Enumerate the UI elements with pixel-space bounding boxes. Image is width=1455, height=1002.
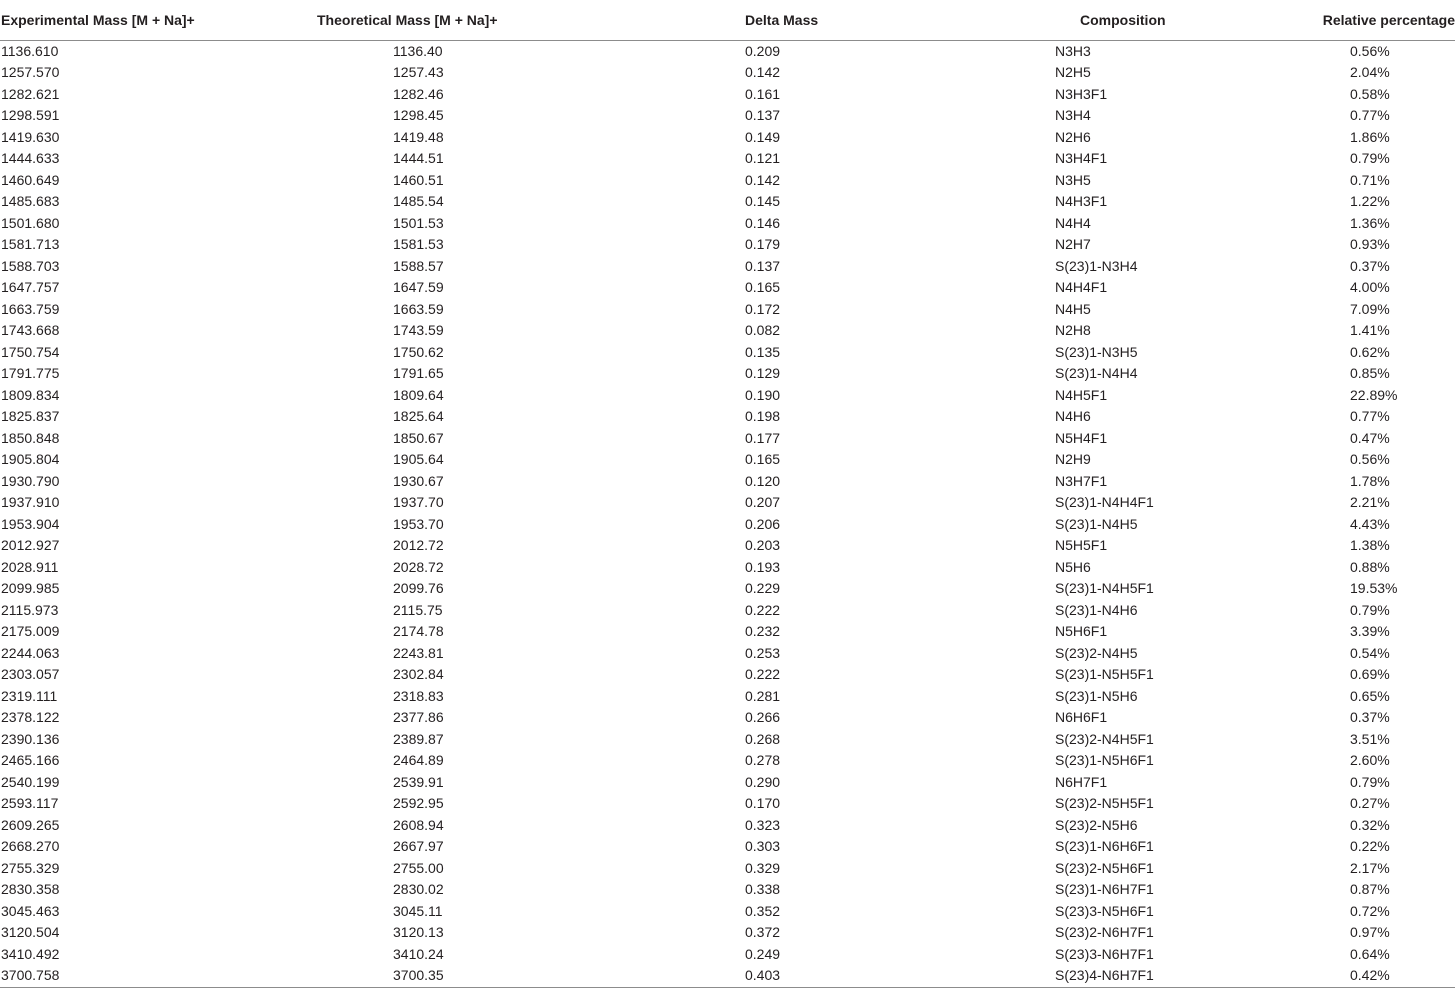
header-relative-percentage: Relative percentage (1265, 0, 1455, 40)
cell-theoretical-mass: 1501.53 (393, 214, 444, 231)
cell-experimental-mass: 1937.910 (1, 494, 60, 510)
cell-delta-mass: 0.129 (745, 365, 781, 381)
cell-relative-percentage: 0.64% (1350, 945, 1390, 962)
cell-theoretical-mass: 1905.64 (393, 451, 444, 467)
cell-experimental-mass: 1444.633 (1, 150, 60, 166)
cell-delta-mass: 0.266 (745, 709, 781, 725)
cell-delta-mass: 0.222 (745, 601, 781, 618)
cell-relative-percentage: 0.85% (1350, 365, 1390, 381)
cell-experimental-mass: 3410.492 (1, 945, 60, 962)
cell-composition: N5H4F1 (1055, 429, 1108, 446)
cell-relative-percentage: 0.56% (1350, 451, 1390, 467)
cell-delta-mass: 0.323 (745, 816, 781, 833)
cell-experimental-mass: 1588.703 (1, 257, 60, 274)
cell-experimental-mass: 1419.630 (1, 128, 60, 145)
cell-composition: S(23)1-N5H5F1 (1055, 666, 1154, 682)
cell-relative-percentage: 2.04% (1350, 64, 1390, 80)
cell-experimental-mass: 1850.848 (1, 429, 60, 446)
cell-delta-mass: 0.172 (745, 300, 781, 317)
table-row (0, 557, 1455, 579)
cell-delta-mass: 0.146 (745, 214, 781, 231)
cell-composition: N6H7F1 (1055, 773, 1108, 790)
cell-composition: N4H5F1 (1055, 386, 1108, 403)
cell-delta-mass: 0.329 (745, 859, 781, 876)
table-row (0, 858, 1455, 880)
cell-composition: N5H6 (1055, 558, 1091, 575)
cell-theoretical-mass: 1937.70 (393, 494, 444, 510)
cell-relative-percentage: 0.58% (1350, 85, 1390, 102)
header-theoretical-mass: Theoretical Mass [M + Na]+ (191, 0, 607, 40)
cell-delta-mass: 0.170 (745, 795, 781, 811)
cell-relative-percentage: 4.43% (1350, 515, 1390, 532)
cell-theoretical-mass: 2539.91 (393, 773, 444, 790)
cell-delta-mass: 0.198 (745, 408, 781, 424)
cell-theoretical-mass: 1953.70 (393, 515, 444, 532)
cell-composition: N3H3F1 (1055, 85, 1108, 102)
cell-theoretical-mass: 1743.59 (393, 322, 444, 338)
table-row (0, 772, 1455, 794)
cell-experimental-mass: 1501.680 (1, 214, 60, 231)
cell-theoretical-mass: 1588.57 (393, 257, 444, 274)
cell-relative-percentage: 0.65% (1350, 687, 1390, 704)
cell-experimental-mass: 2303.057 (1, 666, 60, 682)
cell-composition: S(23)3-N5H6F1 (1055, 902, 1154, 919)
cell-relative-percentage: 1.22% (1350, 193, 1390, 209)
table-row (0, 944, 1455, 966)
cell-experimental-mass: 1298.591 (1, 107, 60, 123)
cell-delta-mass: 0.193 (745, 558, 781, 575)
cell-composition: N4H6 (1055, 408, 1091, 424)
cell-theoretical-mass: 1419.48 (393, 128, 444, 145)
cell-composition: S(23)2-N4H5 (1055, 644, 1138, 661)
cell-theoretical-mass: 2592.95 (393, 795, 444, 811)
cell-composition: S(23)1-N4H6 (1055, 601, 1138, 618)
table-row (0, 385, 1455, 407)
cell-delta-mass: 0.121 (745, 150, 781, 166)
cell-theoretical-mass: 1809.64 (393, 386, 444, 403)
cell-relative-percentage: 0.93% (1350, 236, 1390, 252)
cell-composition: S(23)2-N5H6 (1055, 816, 1138, 833)
cell-composition: S(23)1-N6H6F1 (1055, 838, 1154, 854)
cell-theoretical-mass: 2099.76 (393, 580, 444, 596)
cell-relative-percentage: 0.71% (1350, 171, 1390, 188)
cell-delta-mass: 0.190 (745, 386, 781, 403)
cell-composition: N2H8 (1055, 322, 1091, 338)
cell-composition: S(23)2-N5H5F1 (1055, 795, 1154, 811)
cell-theoretical-mass: 1282.46 (393, 85, 444, 102)
cell-relative-percentage: 1.78% (1350, 472, 1390, 489)
cell-delta-mass: 0.142 (745, 171, 781, 188)
cell-experimental-mass: 1663.759 (1, 300, 60, 317)
cell-experimental-mass: 2830.358 (1, 881, 60, 897)
table-row (0, 170, 1455, 192)
cell-relative-percentage: 0.77% (1350, 408, 1390, 424)
cell-experimental-mass: 1282.621 (1, 85, 60, 102)
cell-relative-percentage: 0.37% (1350, 257, 1390, 274)
cell-relative-percentage: 3.51% (1350, 730, 1390, 747)
cell-composition: N3H4 (1055, 107, 1091, 123)
cell-delta-mass: 0.177 (745, 429, 781, 446)
table-row (0, 836, 1455, 858)
table-row (0, 514, 1455, 536)
cell-experimental-mass: 3700.758 (0, 965, 191, 987)
cell-theoretical-mass: 2667.97 (393, 838, 444, 854)
table-row (0, 320, 1455, 342)
cell-delta-mass: 0.209 (745, 42, 781, 59)
header-composition: Composition (1035, 0, 1265, 40)
table-row (0, 578, 1455, 600)
cell-theoretical-mass: 2318.83 (393, 687, 444, 704)
cell-delta-mass: 0.207 (745, 494, 781, 510)
cell-experimental-mass: 2609.265 (1, 816, 60, 833)
cell-composition: S(23)1-N4H4 (1055, 365, 1138, 381)
cell-theoretical-mass: 1485.54 (393, 193, 444, 209)
cell-experimental-mass: 1750.754 (1, 343, 60, 360)
cell-relative-percentage: 0.97% (1350, 924, 1390, 940)
table-row (0, 729, 1455, 751)
cell-composition: S(23)2-N5H6F1 (1055, 859, 1154, 876)
cell-composition: N2H9 (1055, 451, 1091, 467)
table-body (0, 40, 1455, 987)
table-row (0, 363, 1455, 385)
table-row (0, 471, 1455, 493)
cell-experimental-mass: 2593.117 (1, 795, 59, 811)
cell-relative-percentage: 0.22% (1350, 838, 1390, 854)
table-row (0, 922, 1455, 944)
cell-theoretical-mass: 1663.59 (393, 300, 444, 317)
cell-experimental-mass: 1825.837 (1, 408, 60, 424)
cell-relative-percentage: 0.88% (1350, 558, 1390, 575)
cell-experimental-mass: 1930.790 (1, 472, 60, 489)
table-row (0, 664, 1455, 686)
table-row (0, 686, 1455, 708)
cell-experimental-mass: 1460.649 (1, 171, 60, 188)
cell-theoretical-mass: 1647.59 (393, 279, 444, 295)
cell-composition: N4H3F1 (1055, 193, 1108, 209)
table-row (0, 277, 1455, 299)
cell-theoretical-mass: 2012.72 (393, 537, 444, 553)
cell-relative-percentage: 0.27% (1350, 795, 1390, 811)
cell-experimental-mass: 2755.329 (1, 859, 60, 876)
cell-delta-mass: 0.249 (745, 945, 781, 962)
cell-composition: S(23)1-N4H5 (1055, 515, 1138, 532)
cell-theoretical-mass: 1298.45 (393, 107, 444, 123)
cell-experimental-mass: 1905.804 (1, 451, 60, 467)
cell-delta-mass: 0.222 (745, 666, 781, 682)
cell-relative-percentage: 0.69% (1350, 666, 1390, 682)
cell-theoretical-mass: 1930.67 (393, 472, 444, 489)
cell-theoretical-mass: 1750.62 (393, 343, 444, 360)
cell-theoretical-mass: 3045.11 (393, 902, 443, 919)
cell-composition: N6H6F1 (1055, 709, 1108, 725)
cell-experimental-mass: 1809.834 (1, 386, 60, 403)
cell-composition: N2H7 (1055, 236, 1091, 252)
cell-relative-percentage: 0.79% (1350, 773, 1390, 790)
cell-theoretical-mass: 2755.00 (393, 859, 444, 876)
cell-experimental-mass: 1647.757 (1, 279, 60, 295)
table-row (0, 879, 1455, 901)
table-row (0, 901, 1455, 923)
header-row (0, 0, 1455, 40)
header-delta-mass: Delta Mass (607, 0, 1035, 40)
cell-theoretical-mass: 2028.72 (393, 558, 444, 575)
cell-theoretical-mass: 2389.87 (393, 730, 444, 747)
table-row (0, 148, 1455, 170)
cell-delta-mass: 0.120 (745, 472, 781, 489)
cell-relative-percentage: 0.79% (1350, 150, 1390, 166)
cell-composition: N3H7F1 (1055, 472, 1108, 489)
cell-relative-percentage: 22.89% (1350, 386, 1398, 403)
cell-relative-percentage: 3.39% (1350, 623, 1390, 639)
cell-composition: N2H5 (1055, 64, 1091, 80)
table-row (0, 299, 1455, 321)
cell-composition: S(23)1-N4H4F1 (1055, 494, 1154, 510)
cell-experimental-mass: 2319.111 (1, 687, 58, 704)
table-row (0, 707, 1455, 729)
cell-delta-mass: 0.229 (745, 580, 781, 596)
table-header (0, 0, 1455, 40)
cell-theoretical-mass: 2243.81 (393, 644, 444, 661)
cell-relative-percentage: 0.62% (1350, 343, 1390, 360)
cell-experimental-mass: 2099.985 (1, 580, 60, 596)
table-row (0, 256, 1455, 278)
cell-delta-mass: 0.135 (745, 343, 781, 360)
cell-experimental-mass: 2175.009 (1, 623, 60, 639)
cell-experimental-mass: 2390.136 (1, 730, 60, 747)
header-experimental-mass: Experimental Mass [M + Na]+ (0, 0, 191, 40)
cell-delta-mass: 0.179 (745, 236, 781, 252)
cell-experimental-mass: 2028.911 (1, 558, 59, 575)
cell-relative-percentage: 0.47% (1350, 429, 1390, 446)
cell-theoretical-mass: 2302.84 (393, 666, 444, 682)
cell-delta-mass: 0.149 (745, 128, 781, 145)
cell-experimental-mass: 1791.775 (1, 365, 60, 381)
cell-relative-percentage: 0.79% (1350, 601, 1390, 618)
cell-composition: S(23)1-N3H4 (1055, 257, 1138, 274)
cell-experimental-mass: 2244.063 (1, 644, 60, 661)
table-row (0, 191, 1455, 213)
cell-delta-mass: 0.281 (745, 687, 781, 704)
cell-relative-percentage: 0.42% (1265, 965, 1455, 987)
cell-experimental-mass: 2115.973 (1, 601, 59, 618)
table-row (0, 621, 1455, 643)
cell-experimental-mass: 1485.683 (1, 193, 60, 209)
cell-experimental-mass: 1136.610 (1, 42, 59, 59)
cell-relative-percentage: 4.00% (1350, 279, 1390, 295)
cell-relative-percentage: 2.60% (1350, 752, 1390, 768)
cell-relative-percentage: 0.37% (1350, 709, 1390, 725)
cell-delta-mass: 0.253 (745, 644, 781, 661)
cell-experimental-mass: 2378.122 (1, 709, 60, 725)
cell-delta-mass: 0.372 (745, 924, 781, 940)
cell-delta-mass: 0.268 (745, 730, 781, 747)
table-row (0, 815, 1455, 837)
cell-composition: S(23)2-N6H7F1 (1055, 924, 1154, 940)
cell-theoretical-mass: 1460.51 (393, 171, 444, 188)
table-row (0, 750, 1455, 772)
table-row (0, 643, 1455, 665)
cell-composition: S(23)1-N5H6F1 (1055, 752, 1154, 768)
cell-relative-percentage: 2.21% (1350, 494, 1390, 510)
cell-experimental-mass: 1257.570 (1, 64, 60, 80)
cell-relative-percentage: 0.87% (1350, 881, 1390, 897)
cell-relative-percentage: 1.86% (1350, 128, 1390, 145)
cell-theoretical-mass: 3120.13 (393, 924, 444, 940)
cell-relative-percentage: 1.41% (1350, 322, 1390, 338)
cell-experimental-mass: 2012.927 (1, 537, 60, 553)
table-row (0, 105, 1455, 127)
table-row (0, 600, 1455, 622)
cell-delta-mass: 0.145 (745, 193, 781, 209)
cell-relative-percentage: 0.56% (1350, 42, 1390, 59)
table-row (0, 535, 1455, 557)
cell-composition: S(23)3-N6H7F1 (1055, 945, 1154, 962)
cell-relative-percentage: 0.54% (1350, 644, 1390, 661)
cell-relative-percentage: 1.38% (1350, 537, 1390, 553)
cell-experimental-mass: 3045.463 (1, 902, 60, 919)
cell-theoretical-mass: 2608.94 (393, 816, 444, 833)
table-row (0, 449, 1455, 471)
cell-relative-percentage: 2.17% (1350, 859, 1390, 876)
cell-delta-mass: 0.161 (745, 85, 781, 102)
cell-relative-percentage: 0.32% (1350, 816, 1390, 833)
cell-theoretical-mass: 3700.35 (191, 965, 607, 987)
cell-experimental-mass: 2668.270 (1, 838, 60, 854)
cell-theoretical-mass: 2174.78 (393, 623, 444, 639)
cell-theoretical-mass: 1791.65 (393, 365, 444, 381)
table-row (0, 40, 1455, 62)
cell-composition: N4H5 (1055, 300, 1091, 317)
table-row (0, 492, 1455, 514)
cell-delta-mass: 0.142 (745, 64, 781, 80)
cell-delta-mass: 0.290 (745, 773, 781, 790)
cell-theoretical-mass: 1825.64 (393, 408, 444, 424)
cell-relative-percentage: 1.36% (1350, 214, 1390, 231)
table-row (0, 62, 1455, 84)
cell-theoretical-mass: 2830.02 (393, 881, 444, 897)
cell-theoretical-mass: 1581.53 (393, 236, 444, 252)
cell-composition: N5H6F1 (1055, 623, 1108, 639)
table-row (0, 965, 1455, 987)
cell-composition: S(23)2-N4H5F1 (1055, 730, 1154, 747)
cell-delta-mass: 0.082 (745, 322, 781, 338)
cell-relative-percentage: 0.72% (1350, 902, 1390, 919)
cell-delta-mass: 0.338 (745, 881, 781, 897)
cell-theoretical-mass: 1850.67 (393, 429, 444, 446)
cell-composition: N5H5F1 (1055, 537, 1108, 553)
cell-composition: N4H4 (1055, 214, 1091, 231)
table-row (0, 234, 1455, 256)
cell-experimental-mass: 3120.504 (1, 924, 60, 940)
cell-relative-percentage: 0.77% (1350, 107, 1390, 123)
cell-composition: N3H3 (1055, 42, 1091, 59)
cell-delta-mass: 0.137 (745, 107, 781, 123)
table-row (0, 406, 1455, 428)
cell-theoretical-mass: 3410.24 (393, 945, 444, 962)
cell-composition: S(23)1-N3H5 (1055, 343, 1138, 360)
cell-experimental-mass: 2540.199 (1, 773, 60, 790)
cell-composition: N3H5 (1055, 171, 1091, 188)
cell-experimental-mass: 1743.668 (1, 322, 60, 338)
table-row (0, 213, 1455, 235)
cell-theoretical-mass: 2377.86 (393, 709, 444, 725)
cell-experimental-mass: 1581.713 (1, 236, 60, 252)
table-row (0, 428, 1455, 450)
cell-delta-mass: 0.232 (745, 623, 781, 639)
table-row (0, 127, 1455, 149)
cell-delta-mass: 0.165 (745, 279, 781, 295)
cell-delta-mass: 0.206 (745, 515, 781, 532)
cell-composition: S(23)1-N6H7F1 (1055, 881, 1154, 897)
cell-delta-mass: 0.352 (745, 902, 781, 919)
cell-theoretical-mass: 1257.43 (393, 64, 444, 80)
cell-experimental-mass: 1953.904 (1, 515, 60, 532)
cell-delta-mass: 0.403 (607, 965, 1035, 987)
cell-delta-mass: 0.303 (745, 838, 781, 854)
cell-theoretical-mass: 2115.75 (393, 601, 443, 618)
cell-experimental-mass: 2465.166 (1, 752, 60, 768)
cell-composition: N2H6 (1055, 128, 1091, 145)
table-row (0, 84, 1455, 106)
cell-delta-mass: 0.203 (745, 537, 781, 553)
cell-composition: S(23)1-N4H5F1 (1055, 580, 1154, 596)
cell-composition: S(23)4-N6H7F1 (1035, 965, 1265, 987)
cell-delta-mass: 0.137 (745, 257, 781, 274)
cell-theoretical-mass: 2464.89 (393, 752, 444, 768)
cell-composition: N3H4F1 (1055, 150, 1108, 166)
cell-theoretical-mass: 1444.51 (393, 150, 444, 166)
cell-relative-percentage: 19.53% (1350, 580, 1398, 596)
table-row (0, 342, 1455, 364)
table-row (0, 793, 1455, 815)
cell-delta-mass: 0.165 (745, 451, 781, 467)
cell-composition: N4H4F1 (1055, 279, 1108, 295)
cell-composition: S(23)1-N5H6 (1055, 687, 1138, 704)
cell-delta-mass: 0.278 (745, 752, 781, 768)
cell-relative-percentage: 7.09% (1350, 300, 1390, 317)
cell-theoretical-mass: 1136.40 (393, 42, 443, 59)
